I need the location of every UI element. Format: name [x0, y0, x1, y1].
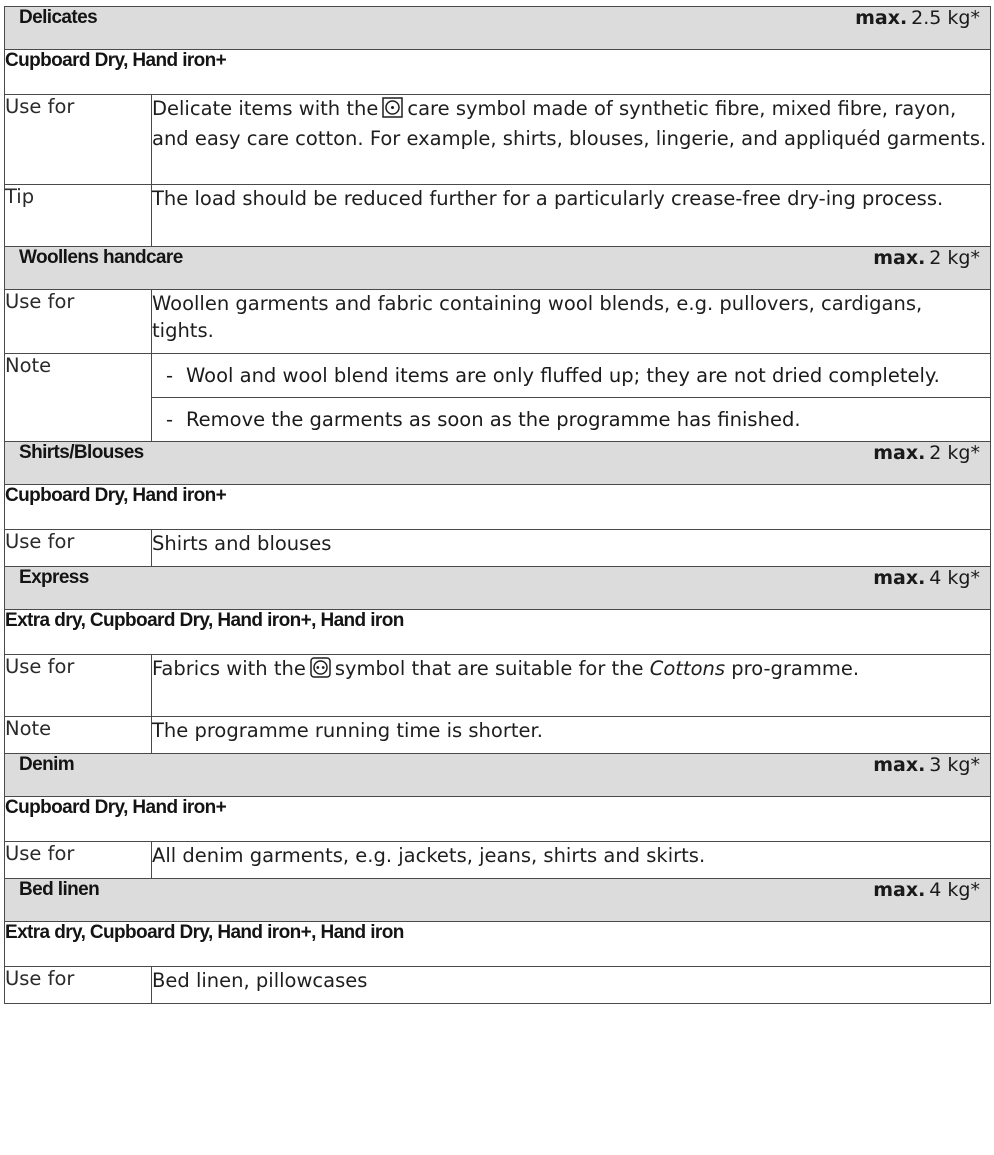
programme-name: Delicates	[19, 7, 98, 28]
delicate-care-icon	[382, 97, 403, 125]
use-row-woollens	[5, 290, 991, 354]
max-load	[873, 567, 980, 589]
list-item: - Remove the garments as soon as the programme has finished.	[152, 397, 990, 441]
tip-row-delicates	[5, 185, 991, 247]
max-value: 2 kg*	[929, 442, 980, 464]
row-text: Bed linen, pillowcases	[152, 967, 991, 1004]
row-label: Use for	[5, 655, 152, 717]
row-text: All denim garments, e.g. jackets, jeans, shirts and skirts.	[152, 842, 991, 879]
mode-row-delicates	[5, 50, 991, 95]
drying-modes: Cupboard Dry, Hand iron+	[5, 797, 991, 842]
programme-header-bed-linen	[5, 879, 991, 922]
programme-name: Express	[19, 567, 89, 588]
programme-name: Shirts/Blouses	[19, 442, 144, 463]
mode-row-shirts	[5, 485, 991, 530]
row-text: Woollen garments and fabric containing wool blends, e.g. pullovers, cardigans, tights.	[152, 290, 991, 354]
list-item: - Wool and wool blend items are only fluffed up; they are not dried completely.	[166, 364, 940, 387]
programme-header-express	[5, 567, 991, 610]
use-row-bed-linen	[5, 967, 991, 1004]
programme-reference: Cottons	[649, 657, 726, 680]
mode-row-express	[5, 610, 991, 655]
max-value: 2 kg*	[929, 247, 980, 269]
drying-modes: Cupboard Dry, Hand iron+	[5, 485, 991, 530]
row-text: Fabrics with the symbol that are suitable for the Cottons pro-gramme.	[152, 655, 991, 717]
use-row-delicates	[5, 95, 991, 185]
max-value: 4 kg*	[929, 567, 980, 589]
use-row-denim	[5, 842, 991, 879]
row-text: Shirts and blouses	[152, 530, 991, 567]
use-row-shirts	[5, 530, 991, 567]
note-row-express	[5, 717, 991, 754]
max-prefix: max.	[873, 754, 926, 776]
max-load	[873, 879, 980, 901]
row-label: Use for	[5, 290, 152, 354]
row-label: Use for	[5, 95, 152, 185]
programme-name: Denim	[19, 754, 75, 775]
max-value: 2.5 kg*	[911, 7, 980, 29]
programme-name: Woollens handcare	[19, 247, 183, 268]
drying-modes: Cupboard Dry, Hand iron+	[5, 50, 991, 95]
row-label: Tip	[5, 185, 152, 247]
row-label: Note	[5, 717, 152, 754]
row-label: Use for	[5, 967, 152, 1004]
max-prefix: max.	[873, 247, 926, 269]
max-value: 4 kg*	[929, 879, 980, 901]
programme-table	[4, 6, 991, 1004]
note-row-woollens	[5, 354, 991, 442]
max-load	[873, 442, 980, 464]
programme-header-woollens	[5, 247, 991, 290]
drying-modes: Extra dry, Cupboard Dry, Hand iron+, Hand iron	[5, 610, 991, 655]
row-label: Use for	[5, 842, 152, 879]
row-label: Use for	[5, 530, 152, 567]
max-load	[873, 754, 980, 776]
normal-care-icon	[310, 657, 331, 685]
programme-header-delicates	[5, 7, 991, 50]
max-value: 3 kg*	[929, 754, 980, 776]
max-prefix: max.	[873, 442, 926, 464]
programme-header-denim	[5, 754, 991, 797]
row-label: Note	[5, 354, 152, 442]
max-prefix: max.	[855, 7, 908, 29]
max-load	[873, 247, 980, 269]
max-prefix: max.	[873, 567, 926, 589]
row-text: Delicate items with the care symbol made of synthetic fibre, mixed fibre, rayon, and easy care cotton. For example, shirts, blouses, lingerie, and appliquéd garments.	[152, 95, 991, 185]
drying-modes: Extra dry, Cupboard Dry, Hand iron+, Hand iron	[5, 922, 991, 967]
row-text: The programme running time is shorter.	[152, 717, 991, 754]
mode-row-denim	[5, 797, 991, 842]
mode-row-bed-linen	[5, 922, 991, 967]
row-text: The load should be reduced further for a particularly crease-free dry-ing process.	[152, 185, 991, 247]
max-load	[855, 7, 980, 29]
use-row-express	[5, 655, 991, 717]
programme-name: Bed linen	[19, 879, 100, 900]
programme-header-shirts	[5, 442, 991, 485]
max-prefix: max.	[873, 879, 926, 901]
